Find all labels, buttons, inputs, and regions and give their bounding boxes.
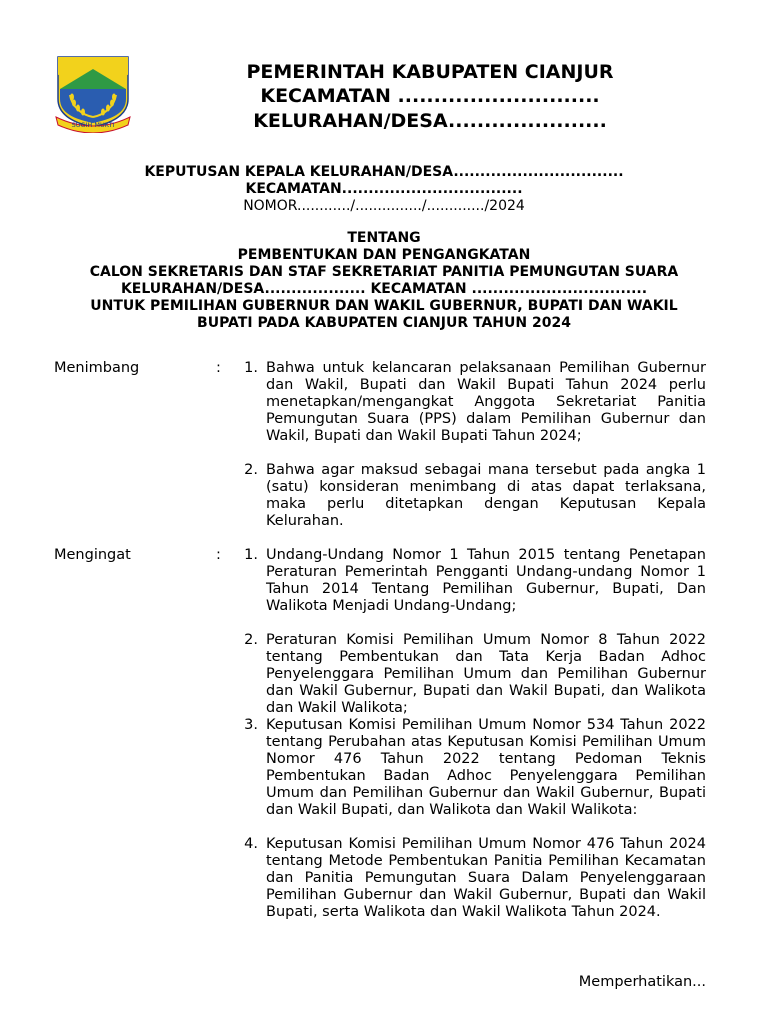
- about-heading: TENTANG: [347, 230, 421, 246]
- about-line: BUPATI PADA KABUPATEN CIANJUR TAHUN 2024: [197, 315, 571, 331]
- mengingat-item: [236, 836, 706, 921]
- item-number: 2.: [244, 462, 258, 478]
- mengingat-colon: :: [216, 547, 221, 563]
- page-continuation: Memperhatikan...: [578, 974, 706, 990]
- header-district: KECAMATAN ............................: [260, 85, 600, 107]
- item-number: 2.: [244, 632, 258, 648]
- header-government: PEMERINTAH KABUPATEN CIANJUR: [246, 61, 614, 83]
- about-line: UNTUK PEMILIHAN GUBERNUR DAN WAKIL GUBERNUR, BUPATI DAN WAKIL: [90, 298, 678, 314]
- about-line: KELURAHAN/DESA................... KECAMATAN .................................: [120, 281, 648, 297]
- menimbang-item: [236, 462, 706, 530]
- mengingat-label: Mengingat: [54, 547, 131, 563]
- mengingat-item: [236, 632, 706, 717]
- item-text: Bahwa untuk kelancaran pelaksanaan Pemilihan Gubernur dan Wakil, Bupati dan Wakil Bupati Tahun 2024 perlu menetapkan/mengangkat Anggota Sekretariat Panitia Pemungutan Suara (PPS) dalam Pemilihan Gubernur dan Wakil, Bupati dan Wakil Bupati Tahun 2024;: [266, 360, 706, 444]
- menimbang-label: Menimbang: [54, 360, 140, 376]
- logo-motto: SUGIH MUKTI: [71, 121, 115, 129]
- item-number: 4.: [244, 836, 258, 852]
- item-text: Bahwa agar maksud sebagai mana tersebut pada angka 1 (satu) konsideran menimbang di atas dapat terlaksana, maka perlu ditetapkan dengan Keputusan Kepala Kelurahan.: [266, 462, 706, 529]
- item-text: Keputusan Komisi Pemilihan Umum Nomor 534 Tahun 2022 tentang Perubahan atas Keputusan Komisi Pemilihan Umum Nomor 476 Tahun 2022 tentang Pedoman Teknis Pembentukan Badan Adhoc Penyelenggara Pemilihan Umum dan Pemilihan Gubernur dan Wakil Gubernur, Bupati dan Wakil Bupati, dan Walikota dan Wakil Walikota:: [266, 717, 706, 818]
- item-text: Keputusan Komisi Pemilihan Umum Nomor 476 Tahun 2024 tentang Metode Pembentukan Panitia Pemilihan Kecamatan dan Panitia Pemungutan Suara Dalam Penyelenggaraan Pemilihan Gubernur dan Wakil Gubernur, Bupati dan Wakil Bupati, serta Walikota dan Wakil Walikota Tahun 2024.: [266, 836, 706, 920]
- menimbang-colon: :: [216, 360, 221, 376]
- about-line: CALON SEKRETARIS DAN STAF SEKRETARIAT PANITIA PEMUNGUTAN SUARA: [89, 264, 679, 280]
- item-number: 1.: [244, 360, 258, 376]
- item-number: 3.: [244, 717, 258, 733]
- decision-district: KECAMATAN..................................: [245, 181, 523, 197]
- mengingat-item: [236, 547, 706, 615]
- item-text: Undang-Undang Nomor 1 Tahun 2015 tentang Penetapan Peraturan Pemerintah Pengganti Undang-undang Nomor 1 Tahun 2014 Tentang Pemilihan Gubernur, Bupati, Dan Walikota Menjadi Undang-Undang;: [266, 547, 706, 614]
- about-line: PEMBENTUKAN DAN PENGANGKATAN: [237, 247, 531, 263]
- menimbang-item: [236, 360, 706, 445]
- item-number: 1.: [244, 547, 258, 563]
- decision-number: NOMOR............/.............../............./2024: [243, 198, 525, 214]
- cianjur-coat-of-arms-logo: [52, 55, 134, 133]
- item-text: Peraturan Komisi Pemilihan Umum Nomor 8 Tahun 2022 tentang Pembentukan dan Tata Kerja Badan Adhoc Penyelenggara Pemilihan Umum dan Pemilihan Gubernur dan Wakil Gubernur, Bupati dan Wakil Bupati, dan Walikota dan Wakil Walikota;: [266, 632, 706, 716]
- header-village: KELURAHAN/DESA......................: [253, 110, 607, 132]
- mengingat-item: [236, 717, 706, 819]
- decision-title: KEPUTUSAN KEPALA KELURAHAN/DESA................................: [144, 164, 624, 180]
